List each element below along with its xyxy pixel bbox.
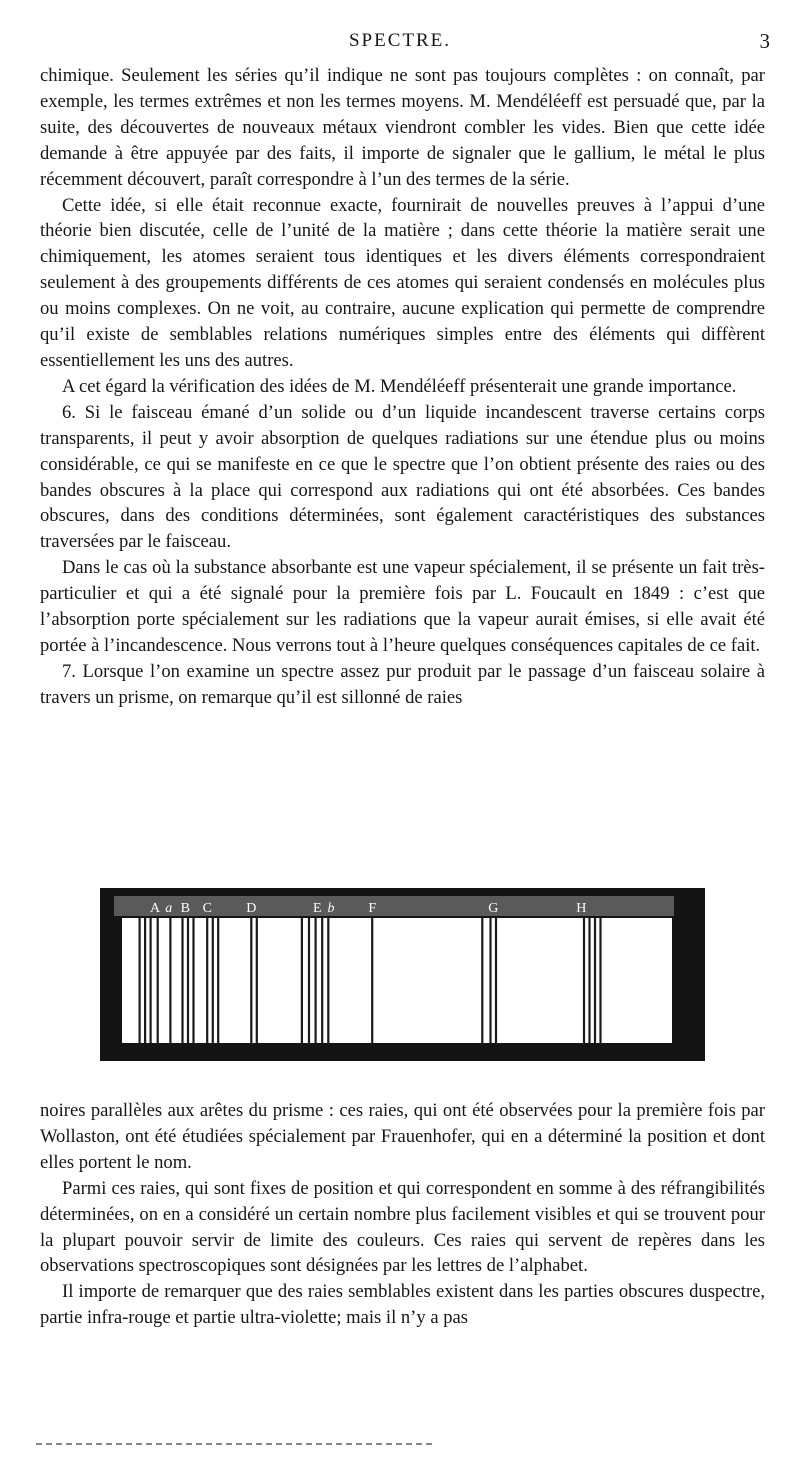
spectral-line	[594, 918, 596, 1043]
figure-label-band	[114, 896, 674, 916]
spectral-line	[599, 918, 601, 1043]
spectral-line	[327, 918, 329, 1043]
spectral-line	[321, 918, 323, 1043]
page-number: 3	[759, 29, 770, 53]
spectral-line	[315, 918, 317, 1043]
spectral-line	[217, 918, 219, 1043]
spectral-line	[256, 918, 258, 1043]
paragraph: Cette idée, si elle était reconnue exacte, fournirait de nouvelles preuves à l’appui d’une théorie bien discutée, celle de l’unité de la matière ; dans cette théorie la matière serait une chimiquement, les atomes seraient tous identiques et les divers éléments correspondraient seulement à des groupements différents de ces atomes qui seraient condensés en molécules plus ou moins complexes. On ne voit, au contraire, aucune explication qui permette de comprendre qu’il existe de semblables relations numériques simples entre des éléments qui diffèrent essentiellement les uns des autres.	[40, 194, 765, 371]
paragraph: noires parallèles aux arêtes du prisme : ces raies, qui ont été observées pour la première fois par Wollaston, ont été étudiées spécialement par Frauenhofer, qui en a déterminé la position et dont elles portent le nom.	[40, 1100, 765, 1173]
paragraph: Parmi ces raies, qui sont fixes de position et qui correspondent en somme à des réfrangibilités déterminées, on en a considéré un certain nombre plus facilement visibles et qui se trouvent pour la plupart pouvoir servir de limite des couleurs. Ces raies qui servent de repères dans les observations spectroscopiques sont désignées par les lettres de l’alphabet.	[40, 1177, 765, 1277]
spectral-line	[481, 918, 483, 1043]
footer-rule	[36, 1443, 432, 1445]
spectrum-label: F	[368, 901, 377, 916]
spectrum-label: b	[327, 901, 335, 916]
spectrum-label: B	[180, 901, 190, 916]
spectral-line	[301, 918, 303, 1043]
spectral-line	[192, 918, 194, 1043]
spectral-line	[489, 918, 491, 1043]
text-block-top	[40, 63, 765, 711]
spectral-line	[181, 918, 183, 1043]
spectral-line	[250, 918, 252, 1043]
spectrum-label: H	[576, 901, 587, 916]
spectral-line	[187, 918, 189, 1043]
fraunhofer-spectrum-figure	[100, 888, 705, 1061]
spectral-line	[371, 918, 373, 1043]
spectrum-label: D	[246, 901, 257, 916]
spectral-line	[212, 918, 214, 1043]
text-block-bottom	[40, 1098, 765, 1331]
spectrum-label: a	[165, 901, 173, 916]
running-head	[0, 30, 800, 54]
paragraph: Dans le cas où la substance absorbante est une vapeur spécialement, il se présente un fait très-particulier et qui a été signalé pour la première fois par L. Foucault en 1849 : c’est que l’absorption porte spécialement sur les radiations que la vapeur aurait émises, si elle avait été portée à l’incandescence. Nous verrons tout à l’heure quelques conséquences capitales de ce fait.	[40, 557, 765, 656]
spectrum-label: A	[149, 901, 161, 916]
spectral-line	[169, 918, 171, 1043]
paragraph: A cet égard la vérification des idées de M. Mendéléeff présenterait une grande importance.	[62, 375, 737, 397]
spectral-line	[583, 918, 585, 1043]
paragraph: 7. Lorsque l’on examine un spectre assez pur produit par le passage d’un faisceau solaire à travers un prisme, on remarque qu’il est sillonné de raies	[40, 660, 765, 708]
spectral-line	[157, 918, 159, 1043]
paragraph: 6. Si le faisceau émané d’un solide ou d’un liquide incandescent traverse certains corps transparents, il peut y avoir absorption de quelques radiations sur une étendue plus ou moins considérable, ce qui se manifeste en ce que le spectre que l’on obtient présente des raies ou des bandes obscures à la place qui correspond aux radiations qui ont été absorbées. Ces bandes obscures, dans des conditions déterminées, sont également caractéristiques des substances traversées par le faisceau.	[40, 401, 765, 553]
spectral-line	[139, 918, 141, 1043]
spectral-line	[588, 918, 590, 1043]
spectral-line	[308, 918, 310, 1043]
spectrum-label: G	[488, 901, 499, 916]
paragraph: chimique. Seulement les séries qu’il indique ne sont pas toujours complètes : on connaît, par exemple, les termes extrêmes et non les termes moyens. M. Mendéléeff est persuadé que, par la suite, des découvertes de nouveaux métaux viendront combler les vides. Bien que cette idée demande à être appuyée par des faits, il importe de signaler que le gallium, le métal le plus récemment découvert, paraît correspondre à l’un des termes de la série.	[40, 65, 765, 190]
spectral-line	[495, 918, 497, 1043]
spectrum-label: E	[313, 901, 322, 916]
spectrum-label: C	[202, 901, 212, 916]
paragraph: Il importe de remarquer que des raies semblables existent dans les parties obscures duspectre, partie infra-rouge et partie ultra-violette; mais il n’y a pas	[40, 1281, 765, 1329]
spectral-line	[144, 918, 146, 1043]
spectral-line	[150, 918, 152, 1043]
page-title: SPECTRE.	[348, 30, 452, 51]
spectral-line	[206, 918, 208, 1043]
